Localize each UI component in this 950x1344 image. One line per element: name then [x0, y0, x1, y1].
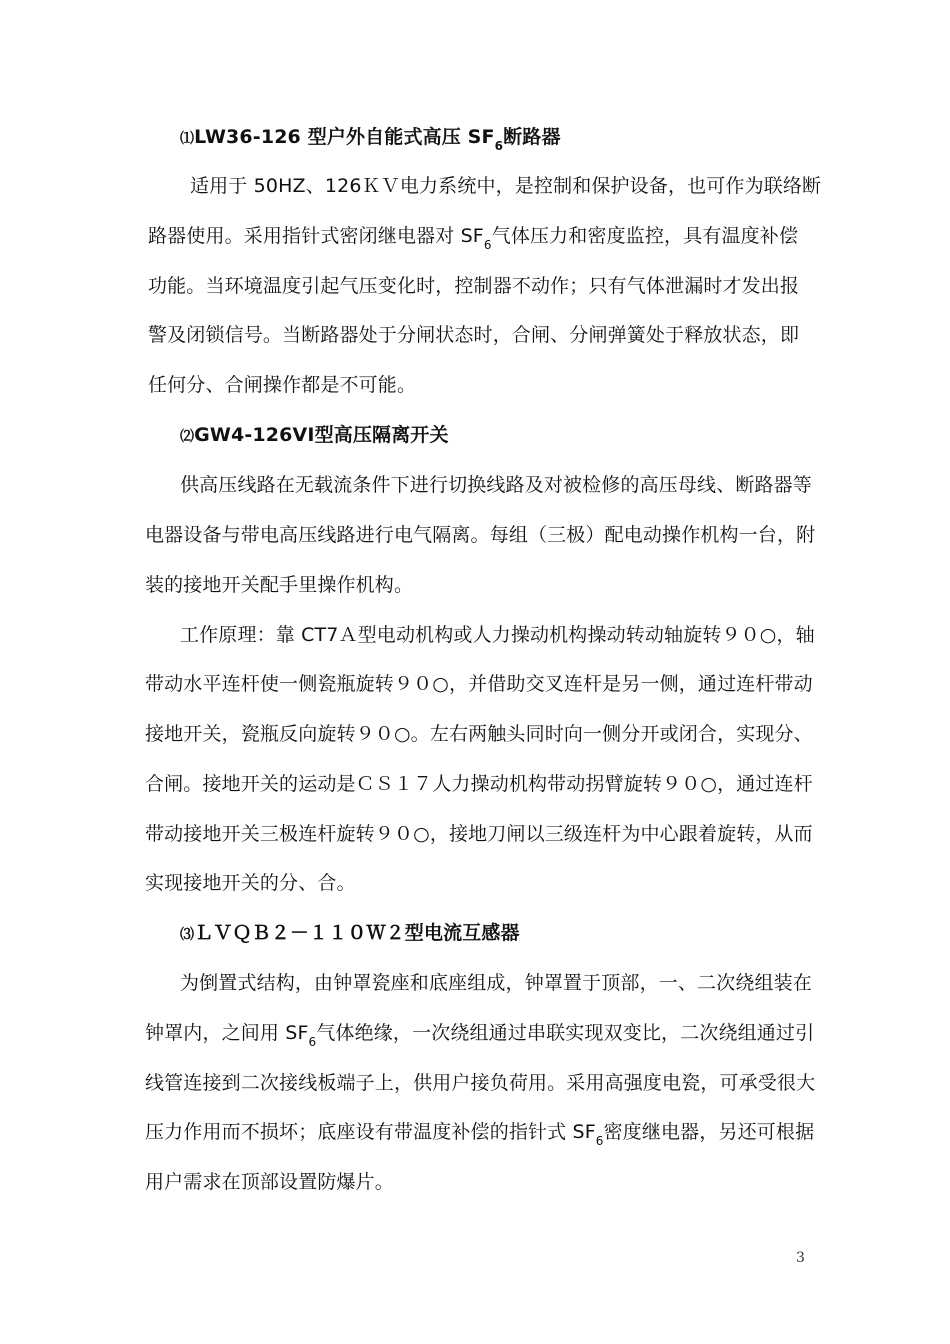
- page-number: 3: [796, 1250, 805, 1266]
- section3-line-4-subscript: 6: [595, 1134, 604, 1148]
- section1-line-3: 功能。当环境温度引起气压变化时，控制器不动作；只有气体泄漏时才发出报: [148, 275, 800, 297]
- section3-line-4a: 压力作用而不损坏；底座设有带温度补偿的指针式 SF: [145, 1121, 596, 1143]
- section3-line-4: [145, 1120, 814, 1146]
- section1-title: LW36-126 型户外自能式高压 SF: [194, 126, 495, 148]
- section1-title-subscript: 6: [494, 139, 504, 153]
- section2-line-2: 电器设备与带电高压线路进行电气隔离。每组（三极）配电动操作机构一台，附: [145, 524, 816, 546]
- section2-line-9: 实现接地开关的分、合。: [145, 872, 356, 894]
- section2-line-7: 合闸。接地开关的运动是ＣＳ１７人力操动机构带动拐臂旋转９０○，通过连杆: [145, 773, 813, 795]
- section1-title-end: 断路器: [503, 126, 561, 148]
- section2-line-8: 带动接地开关三极连杆旋转９０○，接地刀闸以三级连杆为中心跟着旋转，从而: [145, 823, 813, 845]
- section3-line-5: 用户需求在顶部设置防爆片。: [145, 1171, 394, 1193]
- section1-heading: [180, 125, 561, 151]
- section1-line-2: [148, 224, 798, 250]
- section2-line-1: 供高压线路在无载流条件下进行切换线路及对被检修的高压母线、断路器等: [180, 474, 812, 496]
- section3-line-2b: 气体绝缘，一次绕组通过串联实现双变比，二次绕组通过引: [316, 1022, 815, 1044]
- section1-line-4: 警及闭锁信号。当断路器处于分闸状态时，合闸、分闸弹簧处于释放状态，即: [148, 324, 800, 346]
- section3-line-4b: 密度继电器，另还可根据: [603, 1121, 815, 1143]
- section1-line-5: 任何分、合闸操作都是不可能。: [148, 374, 417, 396]
- section2-title: GW4-126VⅠ型高压隔离开关: [194, 424, 449, 446]
- section3-line-2-subscript: 6: [308, 1035, 317, 1049]
- section3-line-2: [145, 1021, 814, 1047]
- section2-line-4: 工作原理：靠 CT7Ａ型电动机构或人力操动机构操动转动轴旋转９０○，轴: [180, 624, 815, 646]
- section2-number: ⑵: [180, 429, 195, 445]
- section1-line-2-subscript: 6: [483, 238, 492, 252]
- section3-number: ⑶: [180, 927, 195, 943]
- section3-line-1: 为倒置式结构，由钟罩瓷座和底座组成，钟罩置于顶部，一、二次绕组装在: [180, 972, 812, 994]
- section1-line-1: 适用于 50HZ、126ＫＶ电力系统中，是控制和保护设备，也可作为联络断: [190, 175, 822, 197]
- section3-heading: [180, 921, 520, 947]
- section1-line-2a: 路器使用。采用指针式密闭继电器对 SF: [148, 225, 484, 247]
- section2-line-6: 接地开关，瓷瓶反向旋转９０○。左右两触头同时向一侧分开或闭合，实现分、: [145, 723, 813, 745]
- section3-line-2a: 钟罩内，之间用 SF: [145, 1022, 309, 1044]
- section2-heading: [180, 423, 449, 449]
- section2-line-3: 装的接地开关配手里操作机构。: [145, 574, 414, 596]
- section2-line-5: 带动水平连杆使一侧瓷瓶旋转９０○，并借助交叉连杆是另一侧，通过连杆带动: [145, 673, 813, 695]
- section3-line-3: 线管连接到二次接线板端子上，供用户接负荷用。采用高强度电瓷，可承受很大: [145, 1072, 816, 1094]
- section3-title: ＬＶＱＢ２－１１０Ｗ２型电流互感器: [194, 922, 520, 944]
- section1-line-2b: 气体压力和密度监控，具有温度补偿: [491, 225, 799, 247]
- section1-number: ⑴: [180, 131, 195, 147]
